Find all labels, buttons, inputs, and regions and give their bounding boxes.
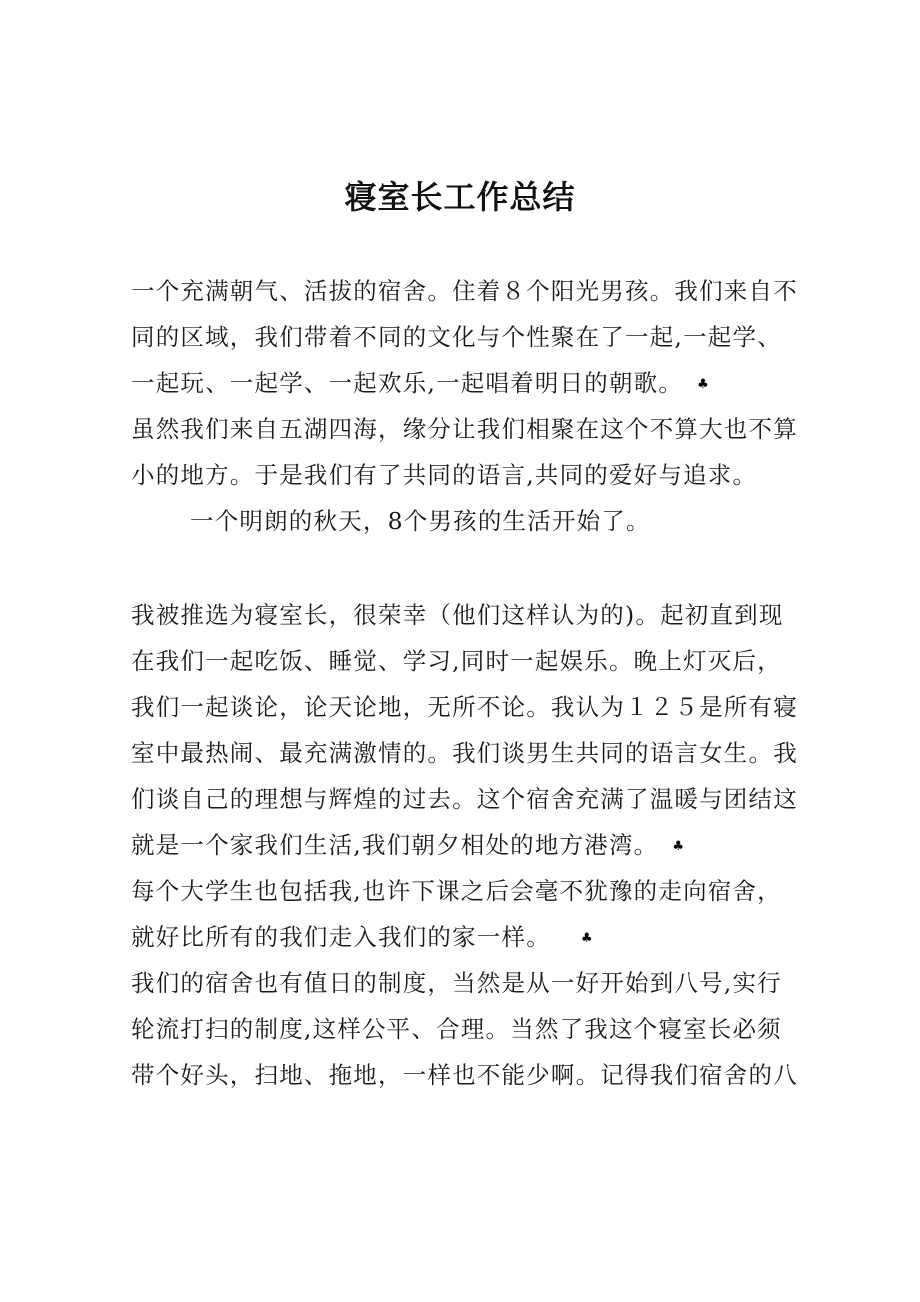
text-line: 每个大学生也包括我,也许下课之后会毫不犹豫的走向宿舍， bbox=[131, 877, 782, 905]
paragraph-mark-icon: ♣ bbox=[580, 930, 594, 946]
text-line: 就是一个家我们生活,我们朝夕相处的地方港湾。 ♣ bbox=[131, 822, 811, 868]
text-line: 室中最热闹、最充满激情的。我们谈男生共同的语言女生。我 bbox=[131, 739, 798, 767]
text-line: 同的区域，我们带着不同的文化与个性聚在了一起,一起学、 bbox=[131, 323, 782, 351]
paragraph-mark-icon: ♣ bbox=[697, 376, 710, 392]
document-title: 寝室长工作总结 bbox=[344, 178, 576, 216]
text-line: 们谈自己的理想与辉煌的过去。这个宿舍充满了温暖与团结这 bbox=[131, 785, 798, 813]
text-line: 一个充满朝气、活拔的宿舍。住着８个阳光男孩。我们来自不 bbox=[131, 277, 798, 305]
text-line: 我被推选为寝室长，很荣幸（他们这样认为的)。起初直到现 bbox=[131, 601, 784, 629]
text-line: 就好比所有的我们走入我们的家一样。 ♣ bbox=[131, 914, 811, 960]
text-line: 虽然我们来自五湖四海，缘分让我们相聚在这个不算大也不算 bbox=[131, 415, 798, 443]
text-line: 我们一起谈论，论天论地，无所不论。我认为１２５是所有寝 bbox=[131, 693, 798, 721]
text-line: 带个好头，扫地、拖地，一样也不能少啊。记得我们宿舍的八 bbox=[131, 1061, 798, 1089]
text-line: 小的地方。于是我们有了共同的语言,共同的爱好与追求。 bbox=[131, 461, 758, 489]
text-line: 在我们一起吃饭、睡觉、学习,同时一起娱乐。晚上灯灭后， bbox=[131, 647, 782, 675]
text-line: 我们的宿舍也有值日的制度，当然是从一好开始到八号,实行 bbox=[131, 969, 782, 997]
text-line-indented: 一个明朗的秋天，8个男孩的生活开始了。 bbox=[190, 507, 651, 535]
text-line: 轮流打扫的制度,这样公平、合理。当然了我这个寝室长必须 bbox=[131, 1015, 782, 1043]
paragraph-mark-icon: ♣ bbox=[672, 838, 686, 854]
text-line: 一起玩、一起学、一起欢乐,一起唱着明日的朝歌。 ♣ bbox=[131, 360, 811, 406]
